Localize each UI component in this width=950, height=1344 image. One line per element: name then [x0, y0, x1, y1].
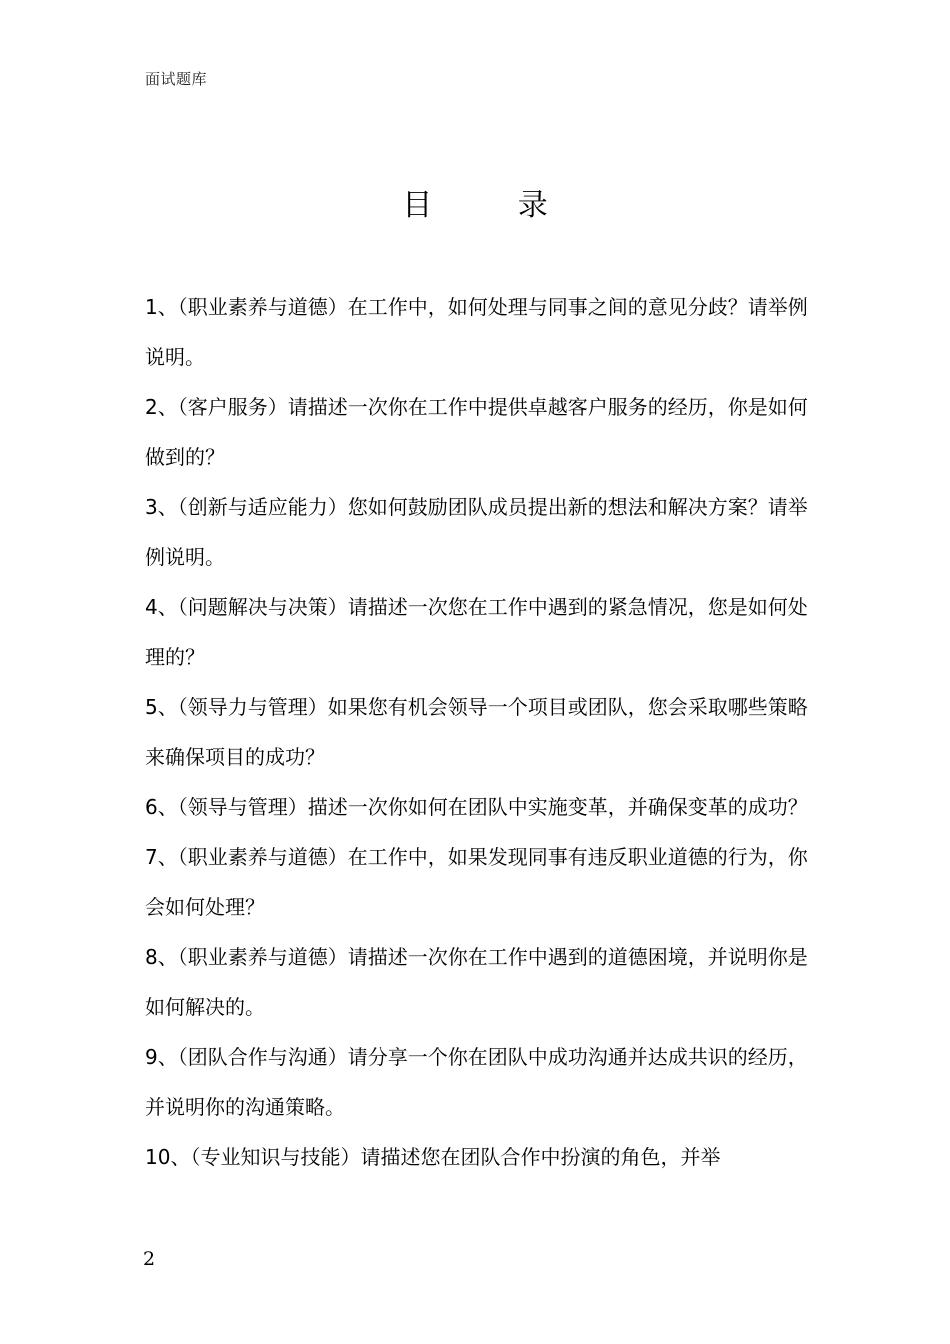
- toc-item-10[interactable]: 10、（专业知识与技能）请描述您在团队合作中扮演的角色，并举: [145, 1145, 721, 1169]
- page-header: 面试题库: [145, 70, 208, 88]
- toc-item-9[interactable]: 9、（团队合作与沟通）请分享一个你在团队中成功沟通并达成共识的经历，并说明你的沟通策略。: [145, 1045, 808, 1119]
- toc-item-6[interactable]: 6、（领导与管理）描述一次你如何在团队中实施变革，并确保变革的成功？: [145, 795, 808, 819]
- toc-item-7[interactable]: 7、（职业素养与道德）在工作中，如果发现同事有违反职业道德的行为，你会如何处理？: [145, 845, 808, 919]
- page-number: 2: [143, 1248, 156, 1270]
- page-title: 目 录: [402, 188, 586, 223]
- toc-item-3[interactable]: 3、（创新与适应能力）您如何鼓励团队成员提出新的想法和解决方案？请举例说明。: [145, 495, 808, 569]
- toc-item-1[interactable]: 1、（职业素养与道德）在工作中，如何处理与同事之间的意见分歧？请举例说明。: [145, 295, 808, 369]
- table-of-contents: [145, 282, 817, 1182]
- toc-item-8[interactable]: 8、（职业素养与道德）请描述一次你在工作中遇到的道德困境，并说明你是如何解决的。: [145, 945, 808, 1019]
- toc-item-4[interactable]: 4、（问题解决与决策）请描述一次您在工作中遇到的紧急情况，您是如何处理的？: [145, 595, 808, 669]
- toc-item-2[interactable]: 2、（客户服务）请描述一次你在工作中提供卓越客户服务的经历，你是如何做到的？: [145, 395, 808, 469]
- toc-item-5[interactable]: 5、（领导力与管理）如果您有机会领导一个项目或团队，您会采取哪些策略来确保项目的成功？: [145, 695, 808, 769]
